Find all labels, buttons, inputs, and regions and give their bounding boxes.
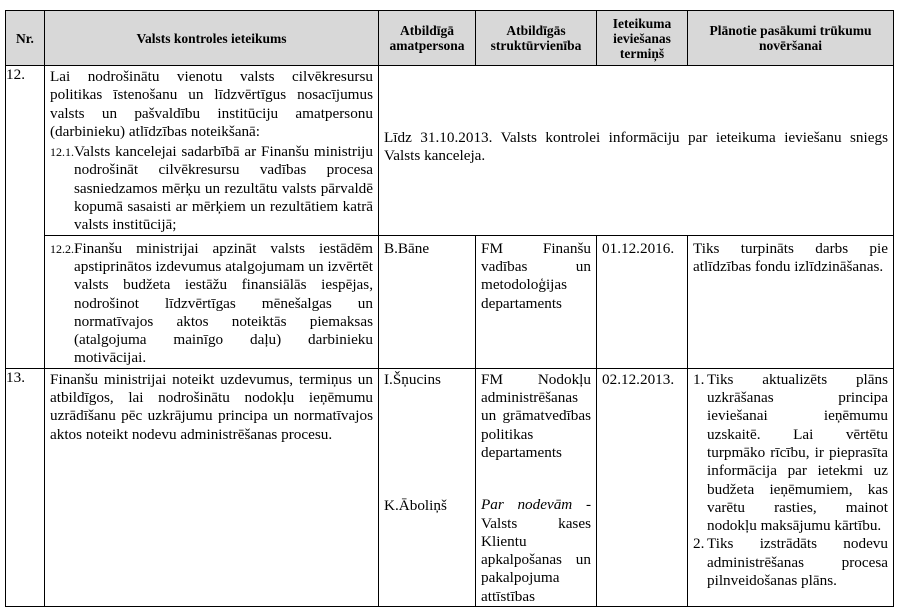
row12-merged-text: Līdz 31.10.2013. Valsts kontrolei informāciju par ieteikuma ieviešanu sniegs Valsts kanceleja.: [384, 129, 888, 165]
row12-unit: FM Finanšu vadības un metodoloģijas departaments: [481, 239, 591, 312]
header-recommendation: Valsts kontroles ieteikums: [45, 11, 379, 66]
row13-recommendation-cell: [45, 368, 379, 606]
row13-deadline: 02.12.2013.: [602, 370, 675, 388]
measure-2-text: Tiks izstrādāts nodevu administrēšanas procesa pilnveidošanas plāns.: [707, 535, 888, 590]
row13-unit-1: FM Nodokļu administrēšanas un grāmatvedības politikas departaments: [481, 370, 591, 461]
row12-sub1-nr: 12.1.: [50, 145, 74, 160]
row12-measure: Tiks turpināts darbs pie atlīdzības fondu izlīdzināšanas.: [693, 239, 888, 275]
row13-deadline-cell: [597, 368, 688, 606]
row12-recommendation-part1: [45, 66, 379, 236]
list-item: [693, 535, 888, 590]
row12-sub2: [45, 236, 378, 368]
row13-unit-2-italic: Par nodevām: [481, 496, 573, 514]
row12-recommendation-part2: [45, 235, 379, 368]
row12-sub2-nr: 12.2.: [50, 241, 74, 256]
row12-deadline-cell: [597, 235, 688, 368]
row13-units-cell: [476, 368, 597, 606]
row13-measures-list: [693, 371, 888, 591]
row12-official: B.Bāne: [384, 239, 430, 257]
header-official: Atbildīgā amatpersona: [379, 11, 476, 66]
list-item: [693, 371, 888, 536]
recommendations-table: [5, 10, 894, 607]
measure-2-nr: 2.: [693, 535, 705, 553]
measure-1-nr: 1.: [693, 370, 705, 388]
table-row-12a: [6, 66, 894, 236]
row13-nr: 13.: [6, 368, 45, 606]
row13-official-2: K.Āboliņš: [384, 497, 447, 515]
row13-recommendation: Finanšu ministrijai noteikt uzdevumus, termiņus un atbildīgos, lai nodrošinātu nodokļu ieņēmumu uzrādīšanu pēc uzkrājumu principa un normatīvajos aktos noteikt nodevu administrēšanas procesu.: [50, 370, 373, 443]
header-nr: Nr.: [6, 11, 45, 66]
row13-officials-cell: [379, 368, 476, 606]
measure-1-text: Tiks aktualizēts plāns uzkrāšanas principa ieviešanai ieņēmumu uzskaitē. Lai vērtētu turpmāko rīcību, ir pieprasīta informācija par ietekmi uz budžeta ieņēmumiem, kas varētu rasties, mainot nodokļu maksājumu kārtību.: [707, 370, 888, 535]
row12-measure-cell: [688, 235, 894, 368]
table-row-12b: [6, 235, 894, 368]
row12-sub1: [45, 141, 378, 234]
row12-deadline: 01.12.2016.: [602, 239, 675, 257]
row12-sub2-text: Finanšu ministrijai apzināt valsts iestādēm apstiprinātos izdevumus atalgojumam un izvērtēt valsts budžeta iestāžu finansiālās iespējas, nodrošinot līdzvērtīgas mēnešalgas un normatīvajos aktos noteiktās piemaksas (atalgojuma mainīgo daļu) darbinieku motivācijai.: [74, 239, 373, 367]
row12-sub1-text: Valsts kancelejai sadarbībā ar Finanšu ministriju nodrošināt cilvēkresursu vadības procesa sasniedzamos mērķu un rezultātu valsts pārvaldē kopumā sasaisti ar mērķiem un rezultātiem katrā valsts institūcijā;: [74, 143, 373, 234]
header-row: [6, 11, 894, 66]
row12-nr: 12.: [6, 66, 45, 369]
row13-official-1: I.Šņucins: [384, 370, 441, 388]
header-deadline: Ieteikuma ieviešanas termiņš: [597, 11, 688, 66]
table-row-13: [6, 368, 894, 606]
row12-merged-cell: [379, 66, 894, 236]
row13-unit-2: [476, 462, 596, 606]
row12-official-cell: [379, 235, 476, 368]
row12-unit-cell: [476, 235, 597, 368]
header-measures: Plānotie pasākumi trūkumu novēršanai: [688, 11, 894, 66]
header-unit: Atbildīgās struktūrvienība: [476, 11, 597, 66]
row13-measures-wrap: [688, 369, 893, 591]
row12-intro: Lai nodrošinātu vienotu valsts cilvēkresursu politikas īstenošanu un līdzvērtīgus nosacījumus valsts un pašvaldību institūciju amatpersonu (darbinieku) atlīdzības noteikšanā:: [50, 68, 373, 140]
row13-unit-2-rest: - Valsts kases Klientu apkalpošanas un pakalpojuma attīstības: [481, 496, 592, 605]
row13-measures-cell: [688, 368, 894, 606]
